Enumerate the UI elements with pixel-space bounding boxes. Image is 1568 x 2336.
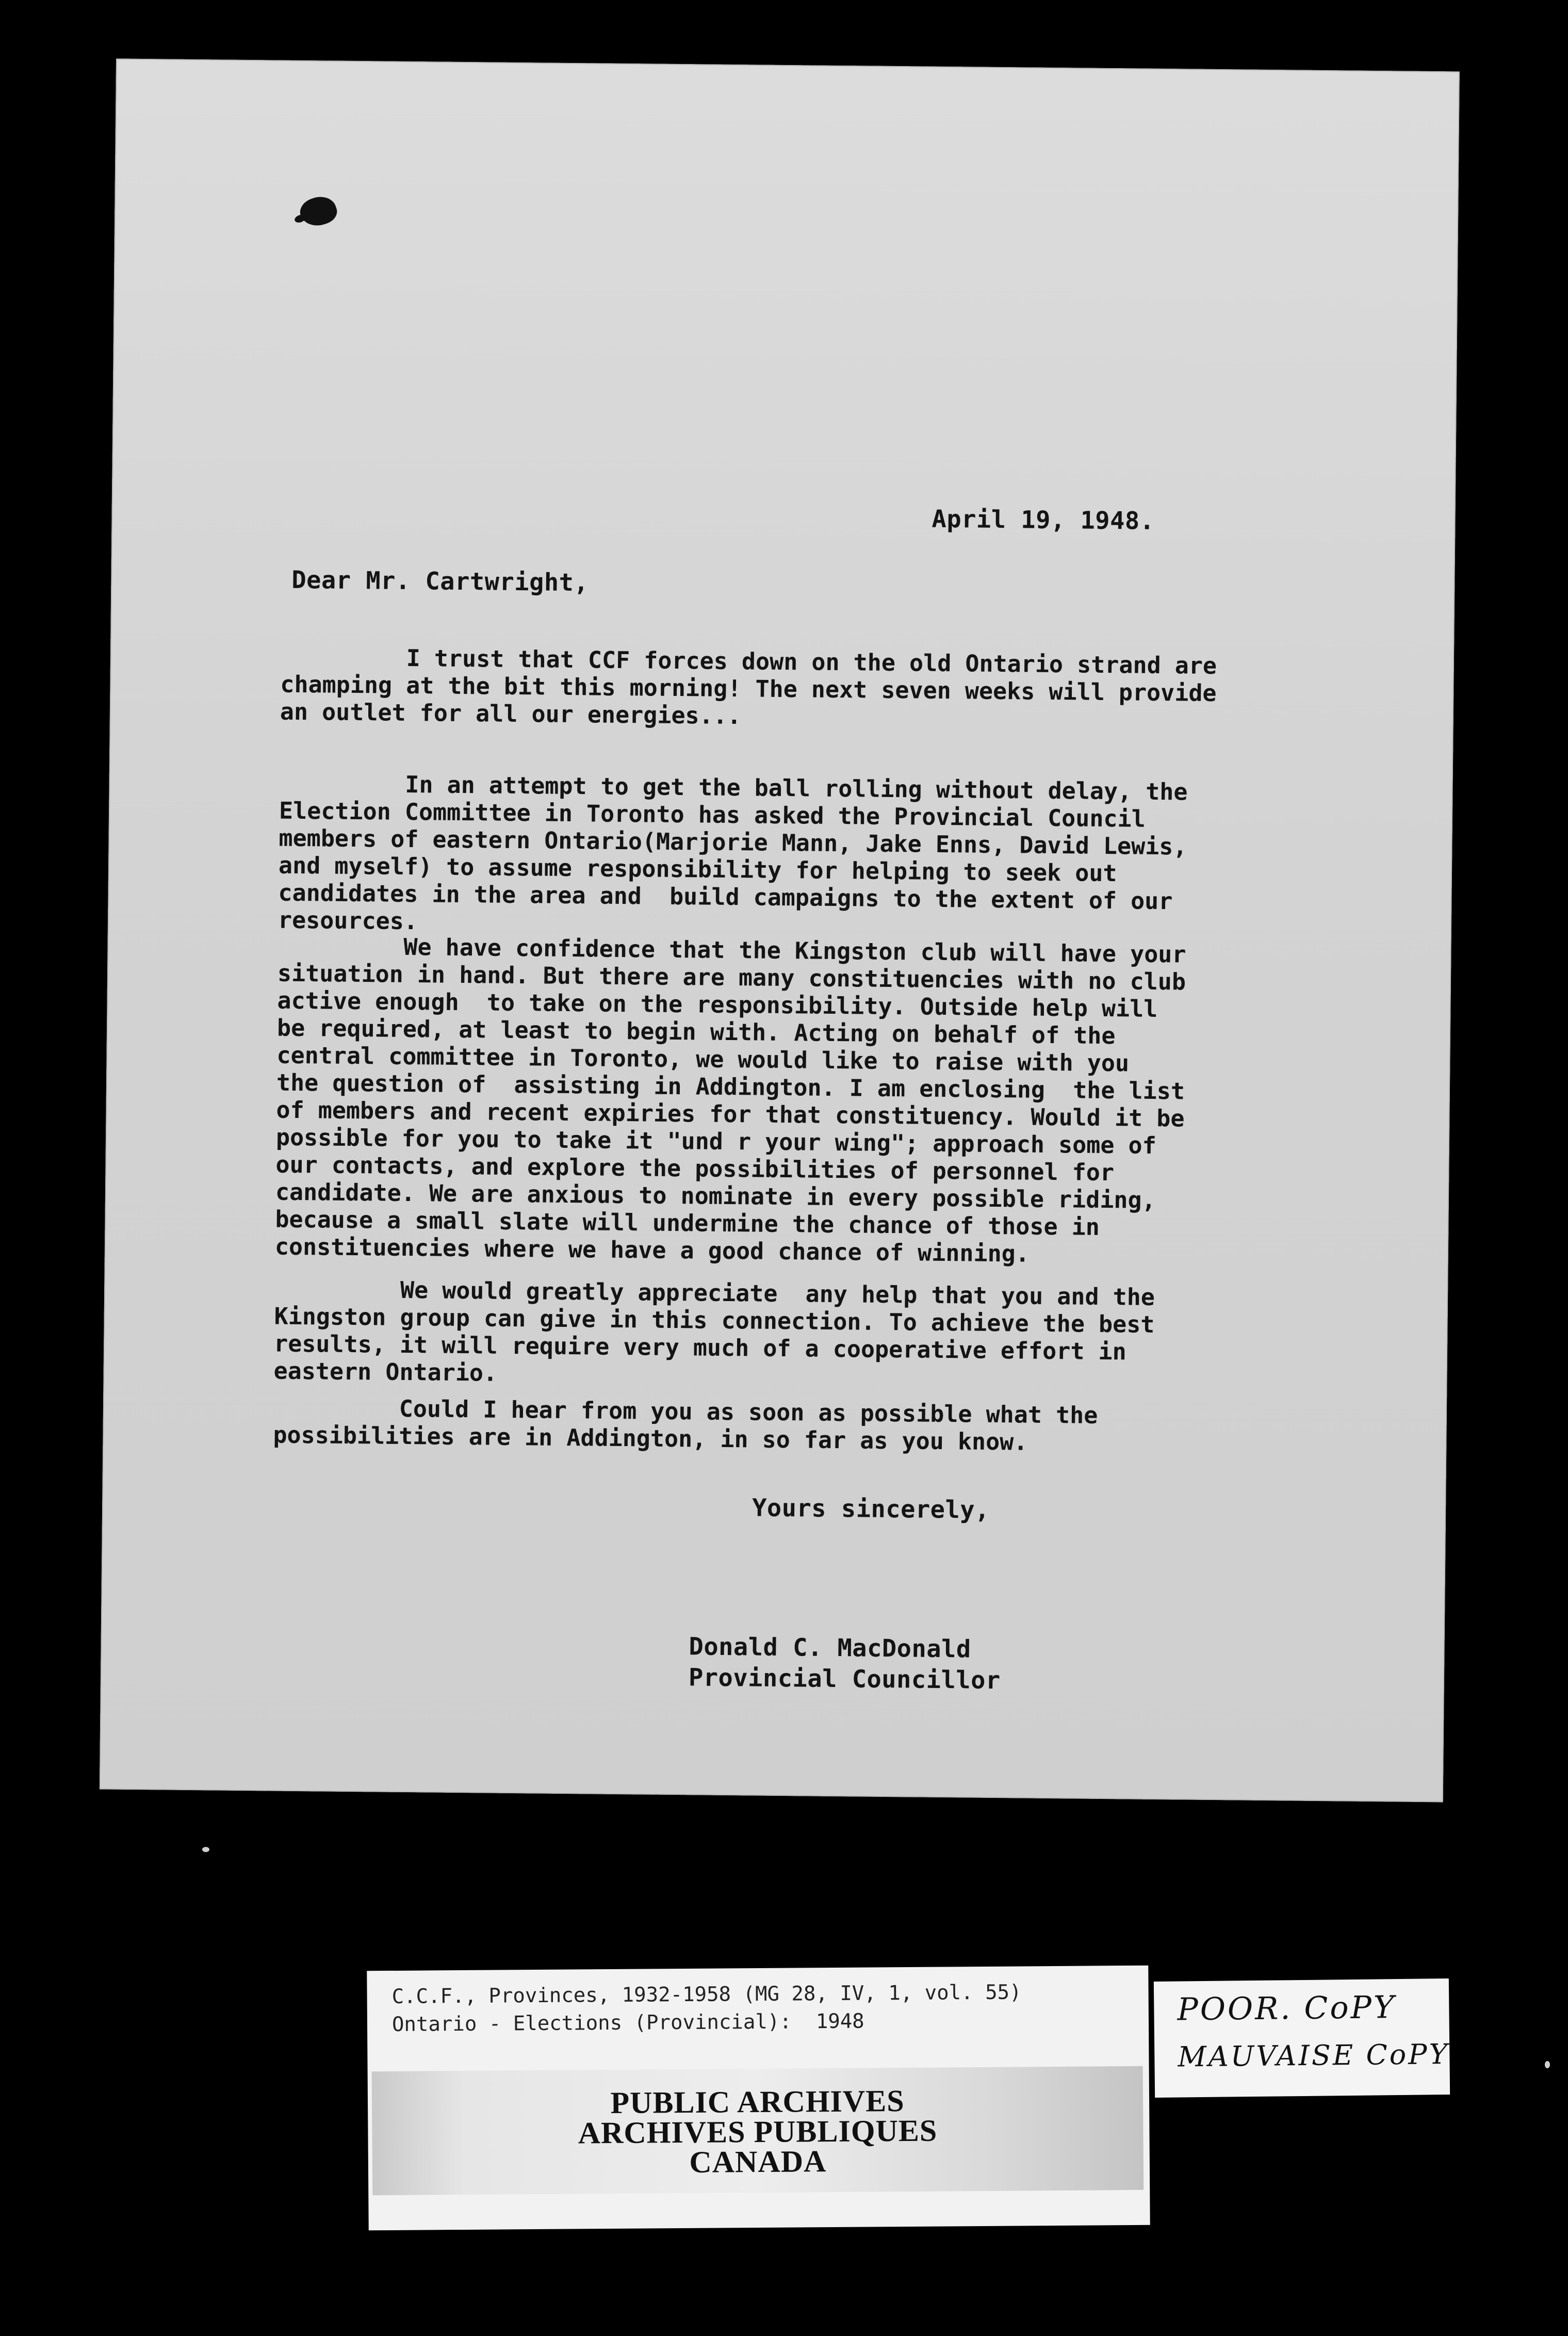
archive-catalog-label: [367, 1966, 1150, 2231]
note-line-french: MAUVAISE CoPY: [1178, 2038, 1450, 2073]
signer-name: Donald C. MacDonald: [689, 1632, 971, 1664]
letter-paragraph-5: Could I hear from you as soon as possible what the possibilities are in Addington, in so far as you know.: [273, 1393, 1098, 1456]
stamp-line-english: PUBLIC ARCHIVES: [610, 2084, 905, 2120]
letter-paragraph-3: We have confidence that the Kingston club will have your situation in hand. But there are many constituencies with no club active enough to take on the responsibility. Outside help will be required, at least to begin with. Acting on behalf of the central committee in Toronto, we would like to raise with you the question of assisting in Addington. I am enclosing the list of members and recent expiries for that constituency. Would it be possible for you to take it "und r your wing"; approach some of our contacts, and explore the possibilities of personnel for candidate. We are anxious to nominate in every possible riding, because a small slate will undermine the chance of those in constituencies where we have a good chance of winning.: [274, 932, 1186, 1268]
letter-closing: Yours sincerely,: [752, 1494, 990, 1524]
note-line-english: POOR. CoPY: [1177, 1989, 1396, 2028]
dust-speck: [202, 1847, 209, 1852]
catalog-subject: Ontario - Elections (Provincial): 1948: [391, 2009, 864, 2036]
letter-paragraph-4: We would greatly appreciate any help that you and the Kingston group can give in this connection. To achieve the best results, it will require very much of a cooperative effort in eastern Ontario.: [273, 1275, 1155, 1387]
archives-stamp: [372, 2066, 1144, 2195]
poor-copy-note: [1154, 1978, 1450, 2098]
letter-paragraph-2: In an attempt to get the ball rolling without delay, the Election Committee in Toronto has asked the Provincial Council members of eastern Ontario(Marjorie Mann, Jake Enns, David Lewis, and myself) to assume responsibility for helping to seek out candidates in the area and build campaigns to the extent of our resources.: [277, 769, 1188, 935]
ink-blot-mark: [297, 192, 340, 231]
letter-page: [100, 58, 1460, 1802]
letter-paragraph-1: I trust that CCF forces down on the old Ontario strand are champing at the bit this morning! The next seven weeks will provide an outlet for all our energies...: [280, 643, 1217, 730]
catalog-reference: C.C.F., Provinces, 1932-1958 (MG 28, IV, 1, vol. 55): [391, 1981, 1022, 2008]
stamp-line-french: ARCHIVES PUBLIQUES: [578, 2113, 938, 2150]
letter-date: April 19, 1948.: [932, 505, 1155, 536]
dust-speck: [1545, 2061, 1550, 2068]
signer-title: Provincial Councillor: [688, 1663, 1001, 1695]
stamp-line-country: CANADA: [689, 2144, 827, 2179]
letter-salutation: Dear Mr. Cartwright,: [291, 565, 589, 597]
